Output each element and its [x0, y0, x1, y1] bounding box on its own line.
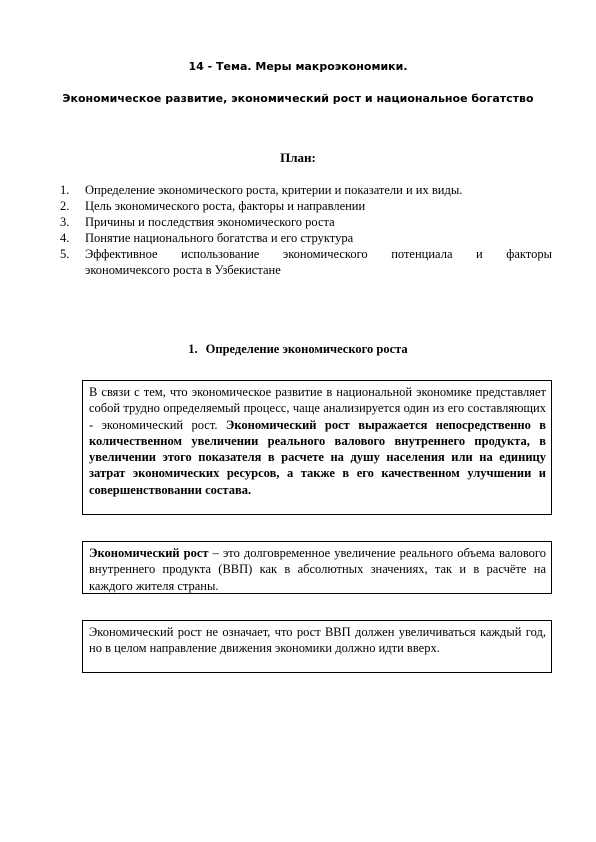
topic-subtitle: Экономическое развитие, экономический рост и национальное богатство: [62, 92, 534, 105]
plan-item: [60, 230, 552, 246]
plan-item: [60, 246, 552, 278]
definition-box: [82, 380, 552, 515]
plan-item-text-line2: экономичексого роста в Узбекистане: [85, 263, 281, 277]
plan-item-text: Причины и последствия экономического роста: [85, 215, 335, 229]
definition-text: В связи с тем, что экономическое развитие в национальной экономике представляет собой трудно определяемый процесс, чаще анализируется один из его составляющих - экономический рост.: [89, 385, 546, 432]
plan-item-text: Цель экономического роста, факторы и направлении: [85, 199, 366, 213]
note-box: [82, 620, 552, 673]
definition-text: – это долговременное увеличение реального объема валового внутреннего продукта (ВВП) как в абсолютных значениях, так и в расчёте на каждого жителя страны.: [89, 546, 546, 593]
section-title: Определение экономического роста: [205, 342, 408, 356]
plan-heading: План:: [280, 150, 316, 165]
plan-item: [60, 198, 552, 214]
definition-bold-text: Экономический рост выражается непосредственно в количественном увеличении реального валового внутреннего продукта, в увеличении этого показателя в расчете на душу населения или на единицу затрат экономических ресурсов, а также в его качественном улучшении и совершенствовании состава.: [89, 417, 547, 497]
definition-box: [82, 541, 552, 594]
plan-list: [60, 182, 552, 278]
plan-item-number: 1.: [60, 183, 70, 197]
plan-item: [60, 214, 552, 230]
note-text: Экономический рост не означает, что рост ВВП должен увеличиваться каждый год, но в целом направление движения экономики должно идти вверх.: [89, 625, 546, 656]
plan-item-number: 3.: [60, 215, 70, 229]
definition-term: Экономический рост: [89, 546, 209, 560]
plan-item-text: Определение экономического роста, критерии и показатели и их виды.: [85, 183, 463, 197]
plan-item-text: Понятие национального богатства и его структура: [85, 231, 354, 245]
plan-item-text-line1: Эффективное использование экономического потенциала и факторы: [85, 247, 552, 261]
plan-item: [60, 182, 552, 198]
topic-title: 14 - Тема. Меры макроэкономики.: [188, 60, 408, 73]
section-number: 1.: [188, 342, 198, 356]
section-heading: [0, 342, 596, 357]
plan-item-number: 5.: [60, 247, 70, 261]
plan-item-number: 2.: [60, 199, 70, 213]
plan-item-number: 4.: [60, 231, 70, 245]
